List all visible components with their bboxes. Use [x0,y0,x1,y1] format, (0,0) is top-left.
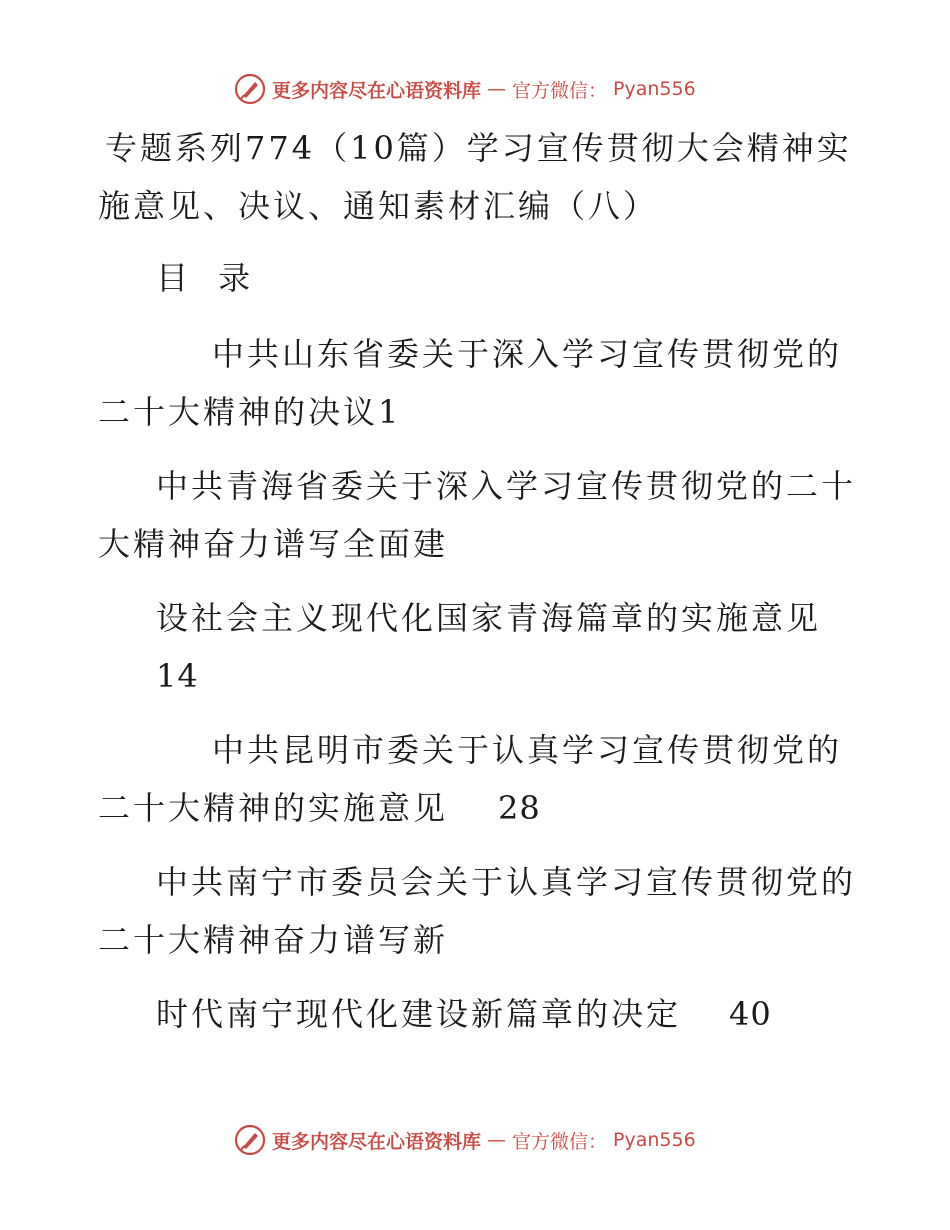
banner-wechat-label: 官方微信： [512,1130,608,1153]
banner-site-text: 更多内容尽在心语资料库 [272,79,482,102]
quill-logo-icon [234,73,266,105]
toc-heading: 目 录 [156,259,261,297]
banner-dash: — [487,78,507,100]
toc-entry-4-text: 时代南宁现代化建设新篇章的决定 [156,995,682,1033]
toc-entry-1-line-1[interactable]: 中共山东省委关于深入学习宣传贯彻党的 [212,335,843,373]
banner-dash: — [487,1129,507,1151]
toc-entry-2-page: 14 [156,657,199,695]
toc-entry-3-line-2[interactable] [98,788,541,828]
document-title-line-2: 施意见、决议、通知素材汇编（八） [98,187,659,225]
toc-entry-4-page: 40 [729,995,772,1033]
banner-wechat-id: Pyan556 [613,78,696,100]
toc-entry-2-line-2[interactable]: 大精神奋力谱写全面建 [98,525,449,563]
toc-entry-3-text: 二十大精神的实施意见 [98,789,449,827]
toc-entry-4-line-1[interactable]: 中共南宁市委员会关于认真学习宣传贯彻党的 [156,863,857,901]
toc-entry-4-line-3[interactable] [156,994,772,1034]
watermark-banner-top [234,72,696,106]
watermark-banner-bottom [234,1123,696,1157]
toc-entry-2-line-1[interactable]: 中共青海省委关于深入学习宣传贯彻党的二十 [156,467,857,505]
banner-wechat-label: 官方微信： [512,79,608,102]
toc-entry-3-page: 28 [498,789,541,827]
toc-entry-1-line-2[interactable] [98,392,399,432]
banner-wechat-id: Pyan556 [613,1129,696,1151]
toc-entry-1-text: 二十大精神的决议 [98,393,379,431]
toc-entry-4-line-2[interactable]: 二十大精神奋力谱写新 [98,921,449,959]
toc-entry-2-line-3[interactable]: 设社会主义现代化国家青海篇章的实施意见 [156,599,822,637]
toc-entry-1-page: 1 [378,393,400,431]
document-title-line-1: 专题系列774（10篇）学习宣传贯彻大会精神实 [105,129,852,167]
toc-entry-3-line-1[interactable]: 中共昆明市委关于认真学习宣传贯彻党的 [212,731,843,769]
quill-logo-icon [234,1124,266,1156]
banner-site-text: 更多内容尽在心语资料库 [272,1130,482,1153]
